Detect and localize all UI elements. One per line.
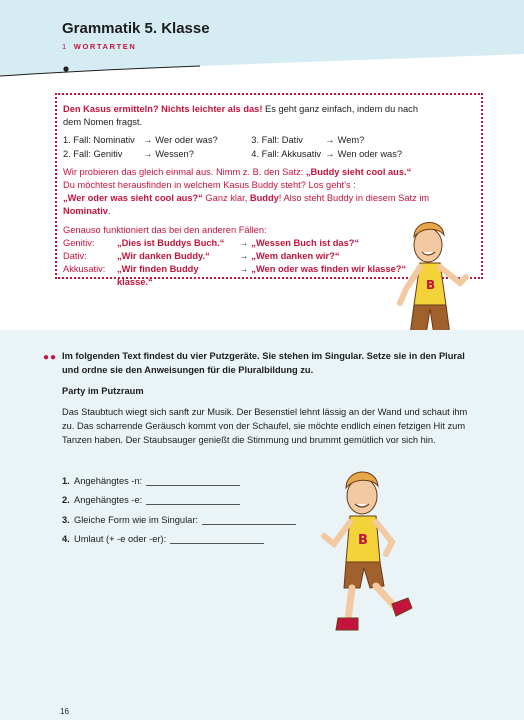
- answer-row: 3. Gleiche Form wie im Singular:: [62, 505, 296, 525]
- example-table: Genitiv: „Dies ist Buddys Buch.“ → „Wessen Buch ist das?“ Dativ: „Wir danken Buddy.“ → „Wem danken wir?“ Akkusativ: „Wir finden Buddy klasse.“ → „Wen oder was finden wir klasse?“: [63, 237, 407, 288]
- answer-line[interactable]: [146, 494, 240, 505]
- case-question: Wen oder was?: [337, 148, 403, 159]
- story-text: Das Staubtuch wiegt sich sanft zur Musik. Der Besenstiel lehnt lässig an der Wand und schaut ihm zu. Das scharrende Geräusch kommt von der Schaufel, sie möchte endlich einen fetzigen Hit zum Tanzen haben. Der Staubsauger genießt die Stimmung und brummt gemütlich vor sich hin.: [62, 407, 468, 445]
- answer-line[interactable]: [146, 475, 240, 486]
- answer-list: [62, 466, 296, 544]
- answer-row: 2. Angehängtes -e:: [62, 486, 296, 506]
- case-question: Wer oder was?: [155, 135, 218, 146]
- info-example: Wir probieren das gleich einmal aus. Nimm z. B. den Satz: „Buddy sieht cool aus.“ Du möchtest herausfinden in welchem Kasus Buddy steht? Los geht’s : „Wer oder was sieht cool aus?“ Ganz klar, Buddy! Also steht Buddy in diesem Satz im Nominativ.: [63, 166, 430, 217]
- answer-row: 4. Umlaut (+ -e oder -er):: [62, 525, 296, 545]
- chapter-label: [62, 42, 136, 51]
- case-label: 1. Fall: Nominativ: [63, 135, 135, 146]
- task-instruction: Im folgenden Text findest du vier Putzgeräte. Sie stehen im Singular. Setze sie in den Plural und ordne sie den Anweisungen für die Pluralbildung zu.: [62, 351, 465, 375]
- case-label: 2. Fall: Genitiv: [63, 148, 123, 159]
- page-title: Grammatik 5. Klasse: [62, 20, 210, 37]
- answer-row: 1. Angehängtes -n:: [62, 466, 296, 486]
- case-label: 3. Fall: Dativ: [251, 135, 303, 146]
- svg-text:B: B: [426, 278, 436, 292]
- answer-line[interactable]: [170, 533, 264, 544]
- case-question: Wem?: [337, 135, 365, 146]
- text-title: Party im Putzraum: [62, 386, 144, 396]
- info-others: Genauso funktioniert das bei den anderen Fällen:: [63, 224, 267, 235]
- case-label: 4. Fall: Akkusativ: [251, 148, 322, 159]
- difficulty-marker: ●●: [43, 352, 58, 363]
- svg-text:B: B: [358, 533, 368, 548]
- chapter-number: 1: [62, 42, 68, 51]
- chapter-name: WORTARTEN: [73, 42, 137, 51]
- buddy-illustration-running: [300, 458, 430, 643]
- info-intro: Den Kasus ermitteln? Nichts leichter als das! Es geht ganz einfach, indem du nach dem Nomen fragst.: [63, 104, 419, 128]
- buddy-illustration-top: [380, 205, 490, 340]
- answer-line[interactable]: [202, 514, 296, 525]
- case-question: Wessen?: [155, 148, 194, 159]
- case-table: 1. Fall: Nominativ → Wer oder was? 3. Fall: Dativ → Wem? 2. Fall: Genitiv → Wessen? 4. Fall: Akkusativ → Wen oder was?: [63, 134, 475, 160]
- page-number: 16: [60, 707, 69, 716]
